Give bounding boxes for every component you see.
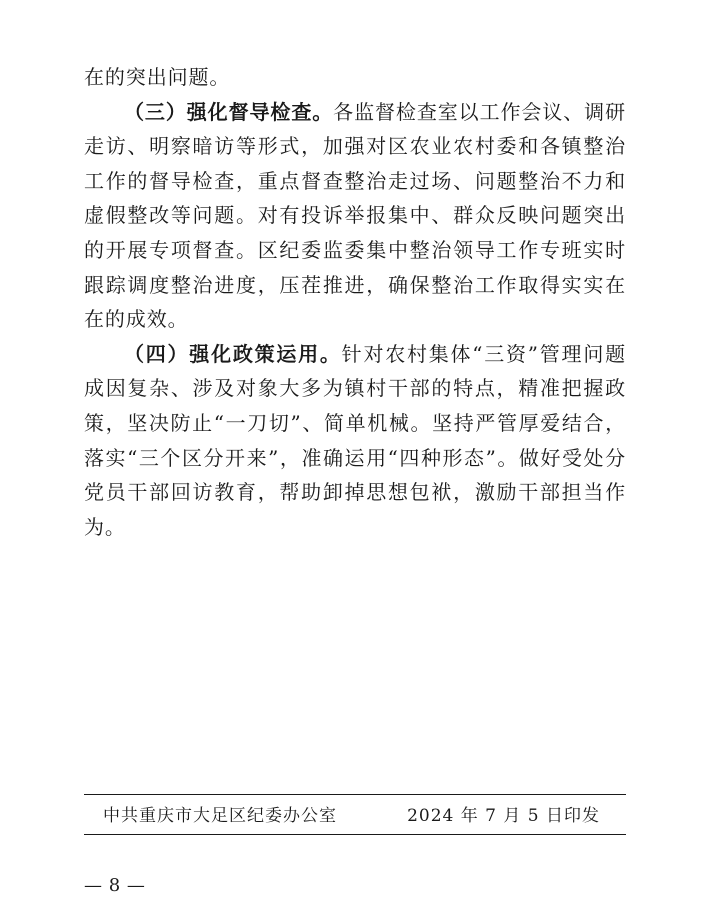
paragraph-continuation: 在的突出问题。 xyxy=(84,65,231,89)
paragraph-3-body: 各监督检查室以工作会议、调研走访、明察暗访等形式，加强对区农业农村委和各镇整治工作的督导检查，重点督查整治走过场、问题整治不力和虚假整改等问题。对有投诉举报集中、群众反映问题突出的开展专项督查。区纪委监委集中整治领导工作专班实时跟踪调度整治进度，压茬推进，确保整治工作取得实实在在的成效。 xyxy=(84,99,626,332)
paragraph-4 xyxy=(84,337,626,545)
paragraph-3 xyxy=(84,95,626,337)
footer-issuer: 中共重庆市大足区纪委办公室 xyxy=(103,806,337,826)
footer-top-rule xyxy=(84,794,626,795)
paragraph-3-heading: （三）强化督导检查。 xyxy=(124,99,334,124)
document-body xyxy=(84,60,626,544)
page-number: — 8 — xyxy=(84,875,146,896)
paragraph-4-body: 针对农村集体“三资”管理问题成因复杂、涉及对象大多为镇村干部的特点，精准把握政策，坚决防止“一刀切”、简单机械。坚持严管厚爱结合，落实“三个区分开来”，准确运用“四种形态”。做好受处分党员干部回访教育，帮助卸掉思想包袱，激励干部担当作为。 xyxy=(84,341,626,539)
footer-bottom-rule xyxy=(84,834,626,835)
footer-print-date: 2024 年 7 月 5 日印发 xyxy=(407,806,600,826)
paragraph-4-heading: （四）强化政策运用。 xyxy=(124,341,342,366)
